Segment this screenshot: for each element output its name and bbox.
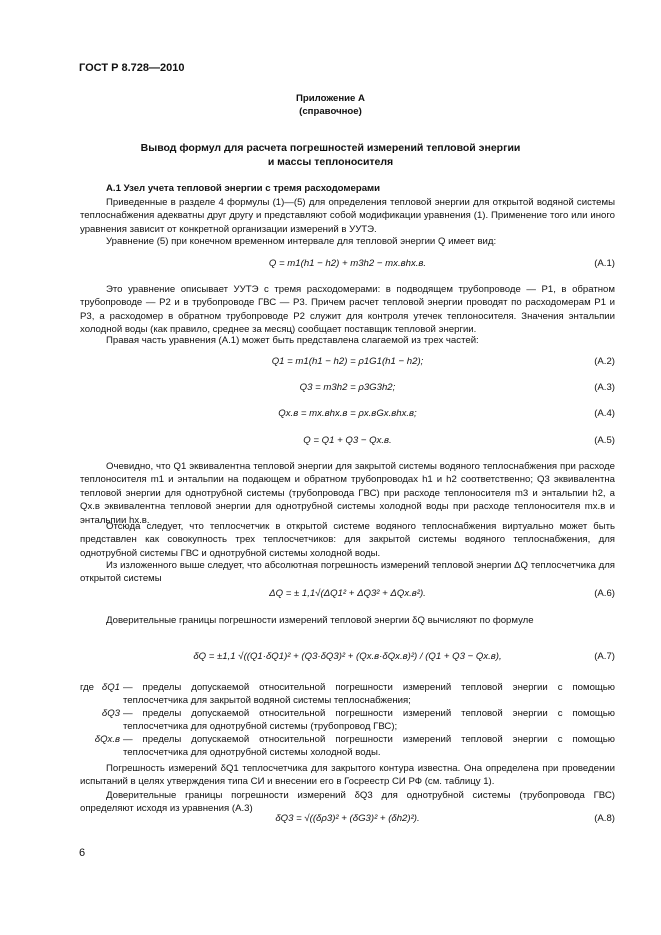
paragraph-4: Правая часть уравнения (А.1) может быть представлена слагаемой из трех частей: — [106, 335, 479, 346]
paragraph-2: Уравнение (5) при конечном временном интервале для тепловой энергии Q имеет вид: — [106, 236, 497, 247]
section-title: А.1 Узел учета тепловой энергии с тремя расходомерами — [106, 183, 381, 194]
definition-row — [80, 707, 615, 735]
definition-text: — пределы допускаемой относительной погрешности измерений тепловой энергии с помощью теплосчетчика для однотрубной системы (трубопровод ГВС); — [123, 708, 615, 733]
page-heading-line1: Вывод формул для расчета погрешностей измерений тепловой энергии — [140, 142, 521, 154]
page-number: 6 — [79, 847, 86, 859]
equation-number: (А.3) — [594, 382, 615, 393]
paragraph-1: Приведенные в разделе 4 формулы (1)—(5) для определения тепловой энергии для открытой водяной системы теплоснабжения адекватны друг другу и представляют собой модификации уравнения (1). Применение того или иного уравнения зависит от конкретной организации измерений в УУТЭ. — [80, 197, 615, 235]
definition-text: — пределы допускаемой относительной погрешности измерений тепловой энергии с помощью теплосчетчика для однотрубной системы холодной воды. — [123, 734, 615, 759]
paragraph-9: Погрешность измерений δQ1 теплосчетчика для закрытого контура известна. Она определена при проведении испытаний в целях утверждения типа СИ и внесении его в Госреестр СИ РФ (см. таблицу 1). — [80, 763, 615, 788]
paragraph-10: Доверительные границы погрешности измерений δQ3 для однотрубной системы (трубопровода ГВС) определяют исходя из уравнения (А.3) — [80, 790, 615, 815]
document-code: ГОСТ Р 8.728—2010 — [79, 62, 185, 74]
definitions-intro: где — [80, 682, 95, 693]
definition-symbol: δQ3 — [101, 708, 120, 719]
equation-formula: ΔQ = ± 1,1√(ΔQ1² + ΔQ3² + ΔQх.в²). — [269, 588, 426, 599]
paragraph-5: Очевидно, что Q1 эквивалентна тепловой энергии для закрытой системы водяного теплоснабжения при расходе теплоносителя m1 и энтальпии на подающем и обратном трубопроводах h1 и h2 соответственно; Q3 эквивалентна тепловой энергии для однотрубной системы (трубопровода ГВС) при расходе теплоносителя m3 и энтальпии h2, a Qх.в эквивалентна тепловой энергии для однотрубной системы холодной воды при расходе теплоносителя mх.в и энтальпии hх.в. — [80, 461, 615, 526]
equation-number: (А.4) — [594, 408, 615, 419]
equation-number: (А.2) — [594, 356, 615, 367]
equation-number: (А.8) — [594, 813, 615, 824]
appendix-subtitle: (справочное) — [299, 106, 362, 117]
equation-formula: Q = Q1 + Q3 − Qх.в. — [303, 435, 392, 446]
equation-a4 — [80, 407, 615, 423]
paragraph-3: Это уравнение описывает УУТЭ с тремя расходомерами: в подводящем трубопроводе — P1, в обратном трубопроводе — P2 и в трубопроводе ГВС — P3. Причем расчет тепловой энергии проводят по расходомерам P1 и P3, а расходомер в обратном трубопроводе P2 служит для контроля утечек теплоносителя. Значения энтальпии холодной воды (как правило, среднее за месяц) сообщает поставщик тепловой энергии. — [80, 284, 615, 336]
equation-a6 — [80, 587, 615, 603]
equation-a3 — [80, 381, 615, 397]
equation-number: (А.6) — [594, 588, 615, 599]
equation-formula: Q1 = m1(h1 − h2) = ρ1G1(h1 − h2); — [271, 356, 424, 367]
definition-symbol: δQ1 — [101, 682, 120, 693]
equation-formula: δQ = ±1,1 √((Q1·δQ1)² + (Q3·δQ3)² + (Qх.в·δQх.в)²) / (Q1 + Q3 − Qх.в), — [193, 651, 502, 662]
equation-number: (А.7) — [594, 651, 615, 662]
paragraph-6: Отсюда следует, что теплосчетчик в открытой системе водяного теплоснабжения виртуально может быть представлен как совокупность трех теплосчетчиков: для закрытой системы водяного теплоснабжения, для однотрубной системы ГВС и однотрубной системы холодной воды. — [80, 521, 615, 559]
equation-a5 — [80, 434, 615, 450]
definition-row — [80, 681, 615, 709]
equation-a2 — [80, 355, 615, 371]
equation-a1 — [80, 257, 615, 273]
equation-formula: Q = m1(h1 − h2) + m3h2 − mх.вhх.в. — [268, 258, 427, 269]
definition-text: — пределы допускаемой относительной погрешности измерений тепловой энергии с помощью теплосчетчика для закрытой водяной системы теплоснабжения; — [123, 682, 615, 707]
appendix-title: Приложение А — [296, 93, 365, 104]
equation-number: (А.1) — [594, 258, 615, 269]
equation-formula: Q3 = m3h2 = ρ3G3h2; — [299, 382, 396, 393]
paragraph-8: Доверительные границы погрешности измерений тепловой энергии δQ вычисляют по формуле — [106, 615, 534, 626]
paragraph-7: Из изложенного выше следует, что абсолютная погрешность измерений тепловой энергии ΔQ теплосчетчика для открытой системы — [80, 560, 615, 585]
equation-a7 — [80, 650, 615, 666]
definition-row — [80, 733, 615, 761]
equation-a8 — [80, 812, 615, 828]
page-heading-line2: и массы теплоносителя — [267, 156, 394, 168]
equation-number: (А.5) — [594, 435, 615, 446]
equation-formula: Qх.в = mх.вhх.в = ρх.вGх.вhх.в; — [278, 408, 417, 419]
equation-formula: δQ3 = √((δρ3)² + (δG3)² + (δh2)²). — [275, 813, 420, 824]
definition-symbol: δQх.в — [94, 734, 120, 745]
